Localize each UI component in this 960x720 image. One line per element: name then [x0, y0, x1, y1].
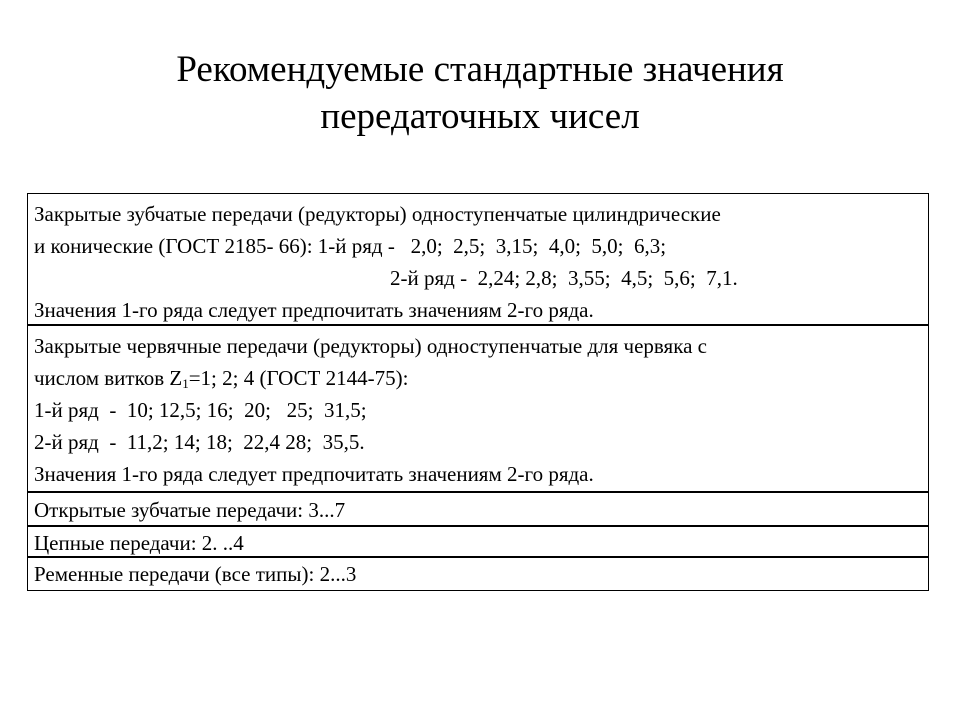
- title-line-2: передаточных чисел: [320, 96, 640, 137]
- table-row-worm-gear: [28, 325, 928, 492]
- row1-line1: Закрытые зубчатые передачи (редукторы) одноступенчатые цилиндрические: [34, 202, 721, 226]
- table-row-belt: [28, 557, 928, 591]
- row2-line1: Закрытые червячные передачи (редукторы) одноступенчатые для червяка с: [34, 334, 707, 358]
- table-row-closed-gear: [28, 194, 928, 325]
- row4-text: Цепные передачи: 2. ..4: [34, 531, 244, 555]
- row5-text: Ременные передачи (все типы): 2...3: [34, 562, 357, 586]
- row2-line2-sub: 1: [182, 376, 189, 391]
- row1-line4: Значения 1-го ряда следует предпочитать значениям 2-го ряда.: [34, 298, 594, 322]
- table-row-chain: [28, 526, 928, 557]
- row2-line3: 1-й ряд - 10; 12,5; 16; 20; 25; 31,5;: [34, 398, 367, 422]
- row2-line2: [34, 362, 922, 394]
- slide-title: [80, 46, 880, 140]
- row3-text: Открытые зубчатые передачи: 3...7: [34, 498, 346, 522]
- gear-ratio-table: [27, 193, 929, 591]
- table-row-open-gear: [28, 492, 928, 526]
- title-line-1: Рекомендуемые стандартные значения: [176, 49, 784, 90]
- row2-line2-post: =1; 2; 4 (ГОСТ 2144-75):: [188, 366, 409, 390]
- row2-line5: Значения 1-го ряда следует предпочитать значениям 2-го ряда.: [34, 462, 594, 486]
- row2-line4: 2-й ряд - 11,2; 14; 18; 22,4 28; 35,5.: [34, 430, 365, 454]
- row2-line2-pre: числом витков Z: [34, 366, 183, 390]
- row1-line3: 2-й ряд - 2,24; 2,8; 3,55; 4,5; 5,6; 7,1.: [390, 266, 738, 290]
- row1-line2: и конические (ГОСТ 2185- 66): 1-й ряд - 2,0; 2,5; 3,15; 4,0; 5,0; 6,3;: [34, 234, 667, 258]
